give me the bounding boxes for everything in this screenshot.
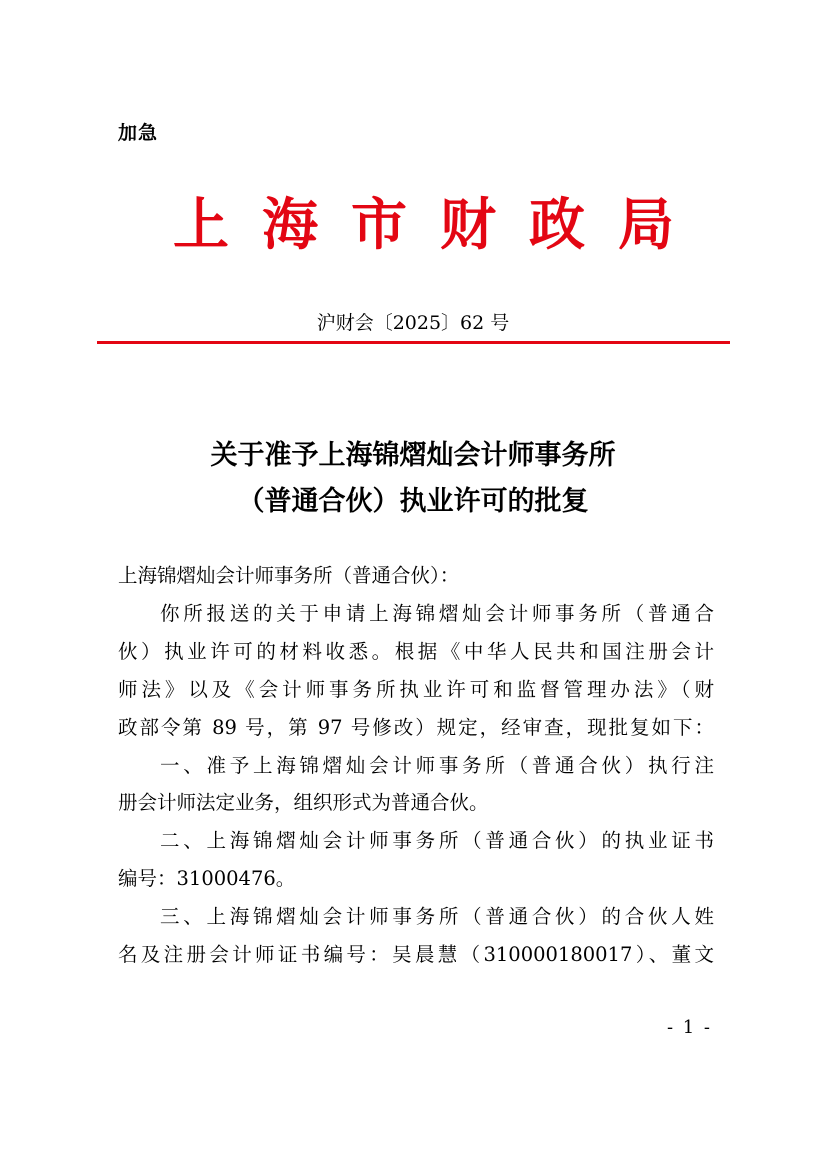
page-number: - 1 - xyxy=(666,1017,712,1038)
urgency-label: 加急 xyxy=(118,122,159,144)
issuer-masthead: 上海市财政局 xyxy=(173,192,707,258)
body-line: 一、准予上海锦熠灿会计师事务所（普通合伙）执行注 xyxy=(160,753,714,777)
title-line-2: （普通合伙）执业许可的批复 xyxy=(237,486,589,517)
body-line: 编号：31000476。 xyxy=(118,867,296,891)
document-number: 沪财会〔2025〕62 号 xyxy=(316,312,510,334)
red-divider-line xyxy=(97,341,730,344)
body-line: 三、上海锦熠灿会计师事务所（普通合伙）的合伙人姓 xyxy=(160,905,714,929)
body-line: 伙）执业许可的材料收悉。根据《中华人民共和国注册会计 xyxy=(118,639,714,663)
body-line: 师法》以及《会计师事务所执业许可和监督管理办法》（财 xyxy=(118,677,714,701)
document-body xyxy=(118,557,714,974)
body-line: 名及注册会计师证书编号：吴晨慧（310000180017）、董文 xyxy=(118,943,714,967)
title-line-1: 关于准予上海锦熠灿会计师事务所 xyxy=(210,440,616,471)
document-title xyxy=(100,433,726,525)
body-line: 你所报送的关于申请上海锦熠灿会计师事务所（普通合 xyxy=(160,601,714,625)
body-line: 政部令第 89 号，第 97 号修改）规定，经审查，现批复如下： xyxy=(118,715,714,739)
body-line: 二、上海锦熠灿会计师事务所（普通合伙）的执业证书 xyxy=(160,829,714,853)
salutation: 上海锦熠灿会计师事务所（普通合伙）： xyxy=(118,564,460,587)
body-line: 册会计师法定业务，组织形式为普通合伙。 xyxy=(118,791,489,815)
